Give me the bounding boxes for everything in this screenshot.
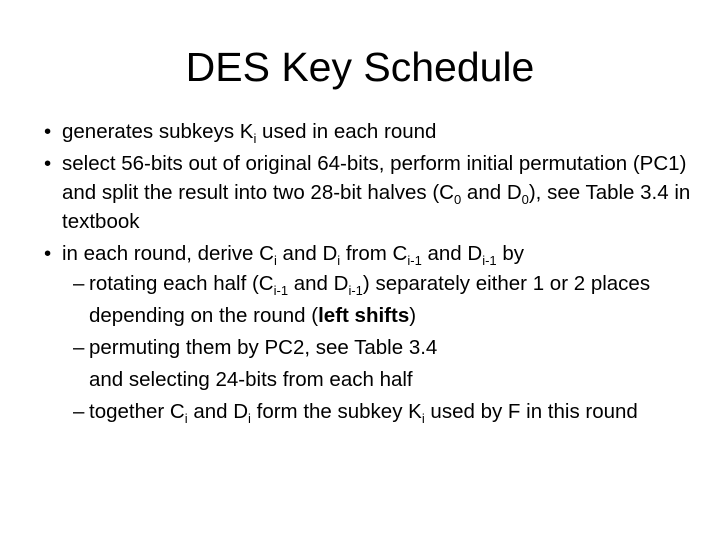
dash-marker: – [73, 336, 85, 359]
bullet-text: in each round, derive $C_i$ and $D_i$ from $C_{i-1}$ and $D_{i-1}$ by [62, 242, 525, 268]
subbullet-together [44, 396, 700, 428]
dash-marker: – [73, 272, 85, 295]
slide-title: DES Key Schedule [185, 44, 535, 90]
left-shifts-emphasis: left shifts [318, 304, 410, 327]
bullet-text: select 56-bits out of original 64-bits, perform initial permutation (PC1) and split the result into two 28-bit halves ($C_0$ and $D_0$), see Table 3.4 in textbook [62, 152, 691, 233]
bullet-marker: • [44, 120, 52, 143]
bullet-marker: • [44, 242, 52, 265]
subbullet-text: permuting them by PC2, see Table 3.4 and selecting 24-bits from each half [89, 336, 438, 391]
dash-marker: – [73, 400, 85, 423]
subbullet-text: rotating each half ($C_{i-1}$ and $D_{i-1}$) separately either 1 or 2 places depending on the round (left shifts) [89, 272, 651, 327]
bullet-marker: • [44, 152, 52, 175]
bullet-generates-subkeys [44, 117, 700, 146]
bullet-select-56-bits [44, 149, 700, 236]
subbullet-permuting [44, 332, 700, 396]
subbullet-rotating [44, 268, 700, 332]
subbullet-text: together $C_i$ and $D_i$ form the subkey $K_i$ used by F in this round [89, 400, 638, 426]
bullet-text: generates subkeys $K_i$ used in each round [62, 120, 437, 146]
bullet-each-round [44, 239, 700, 268]
bullet-list [44, 117, 700, 428]
